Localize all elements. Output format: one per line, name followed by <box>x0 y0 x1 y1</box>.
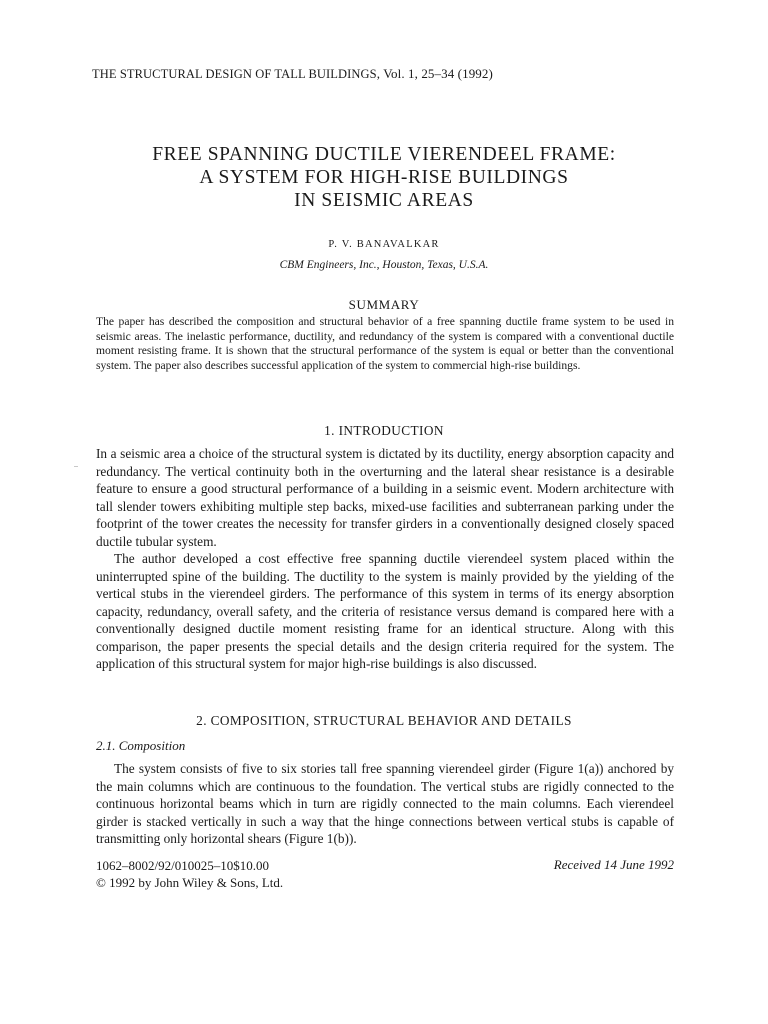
title-line-1: FREE SPANNING DUCTILE VIERENDEEL FRAME: <box>152 144 616 165</box>
section-1-heading: 1. INTRODUCTION <box>324 423 444 438</box>
introduction-body <box>96 445 674 673</box>
publication-code: 1062–8002/92/010025–10$10.00 <box>96 858 269 873</box>
journal-header <box>92 66 493 82</box>
footer-publication-info <box>96 857 283 891</box>
title-line-3: IN SEISMIC AREAS <box>294 190 474 211</box>
intro-paragraph-1: In a seismic area a choice of the structural system is dictated by its ductility, energy absorption capacity and redundancy. The vertical continuity both in the overturning and the lateral shear resistance is a desirable feature to ensure a good structural performance of a building in a seismic event. Modern architecture with tall slender towers exhibiting multiple step backs, mixed-use facilities and subterranean parking under the footprint of the tower creates the necessity for transfer girders in a conventionally designed closely spaced ductile tubular system. <box>96 446 674 549</box>
journal-citation: , Vol. 1, 25–34 (1992) <box>376 66 493 81</box>
author-name: P. V. BANAVALKAR <box>328 239 440 250</box>
summary-text: The paper has described the composition and structural behavior of a free spanning ductile frame system to be used in seismic areas. The inelastic performance, ductility, and redundancy of the system is compared with a conventional ductile moment resisting frame. It is shown that the structural performance of the system is equal or better than the conventional system. The paper also describes successful application of the system to commercial high-rise buildings. <box>96 315 674 372</box>
title-line-2: A SYSTEM FOR HIGH-RISE BUILDINGS <box>199 167 569 188</box>
section-2-heading: 2. COMPOSITION, STRUCTURAL BEHAVIOR AND DETAILS <box>196 713 572 728</box>
copyright-notice: © 1992 by John Wiley & Sons, Ltd. <box>96 875 284 890</box>
summary-heading: SUMMARY <box>348 297 420 312</box>
received-date: Received 14 June 1992 <box>553 857 674 872</box>
paper-title <box>40 143 728 212</box>
author-affiliation: CBM Engineers, Inc., Houston, Texas, U.S.A. <box>279 259 489 271</box>
margin-mark <box>74 466 78 467</box>
composition-body <box>96 760 674 848</box>
composition-paragraph-1: The system consists of five to six stories tall free spanning vierendeel girder (Figure 1(a)) anchored by the main columns which are continuous to the foundation. The vertical stubs are rigidly connected to the continuous horizontal beams which in turn are rigidly connected to the main columns. Each vierendeel girder is stacked vertically in such a way that the hinge connections between vertical stubs is capable of transmitting only horizontal shears (Figure 1(b)). <box>96 761 674 846</box>
intro-paragraph-2: The author developed a cost effective free spanning ductile vierendeel system placed within the uninterrupted spine of the building. The ductility to the system is mainly provided by the yielding of the vertical stubs in the vierendeel girders. The performance of this system in terms of its energy absorption capacity, redundancy, overall safety, and the criteria of resistance versus demand is compared here with a conventionally designed ductile moment resisting frame for an identical structure. Along with this comparison, the paper presents the special details and the design criteria required for the system. The application of this structural system for major high-rise buildings is also discussed. <box>96 551 674 671</box>
journal-name: THE STRUCTURAL DESIGN OF TALL BUILDINGS <box>92 67 377 81</box>
subsection-2-1-heading: 2.1. Composition <box>96 738 186 753</box>
